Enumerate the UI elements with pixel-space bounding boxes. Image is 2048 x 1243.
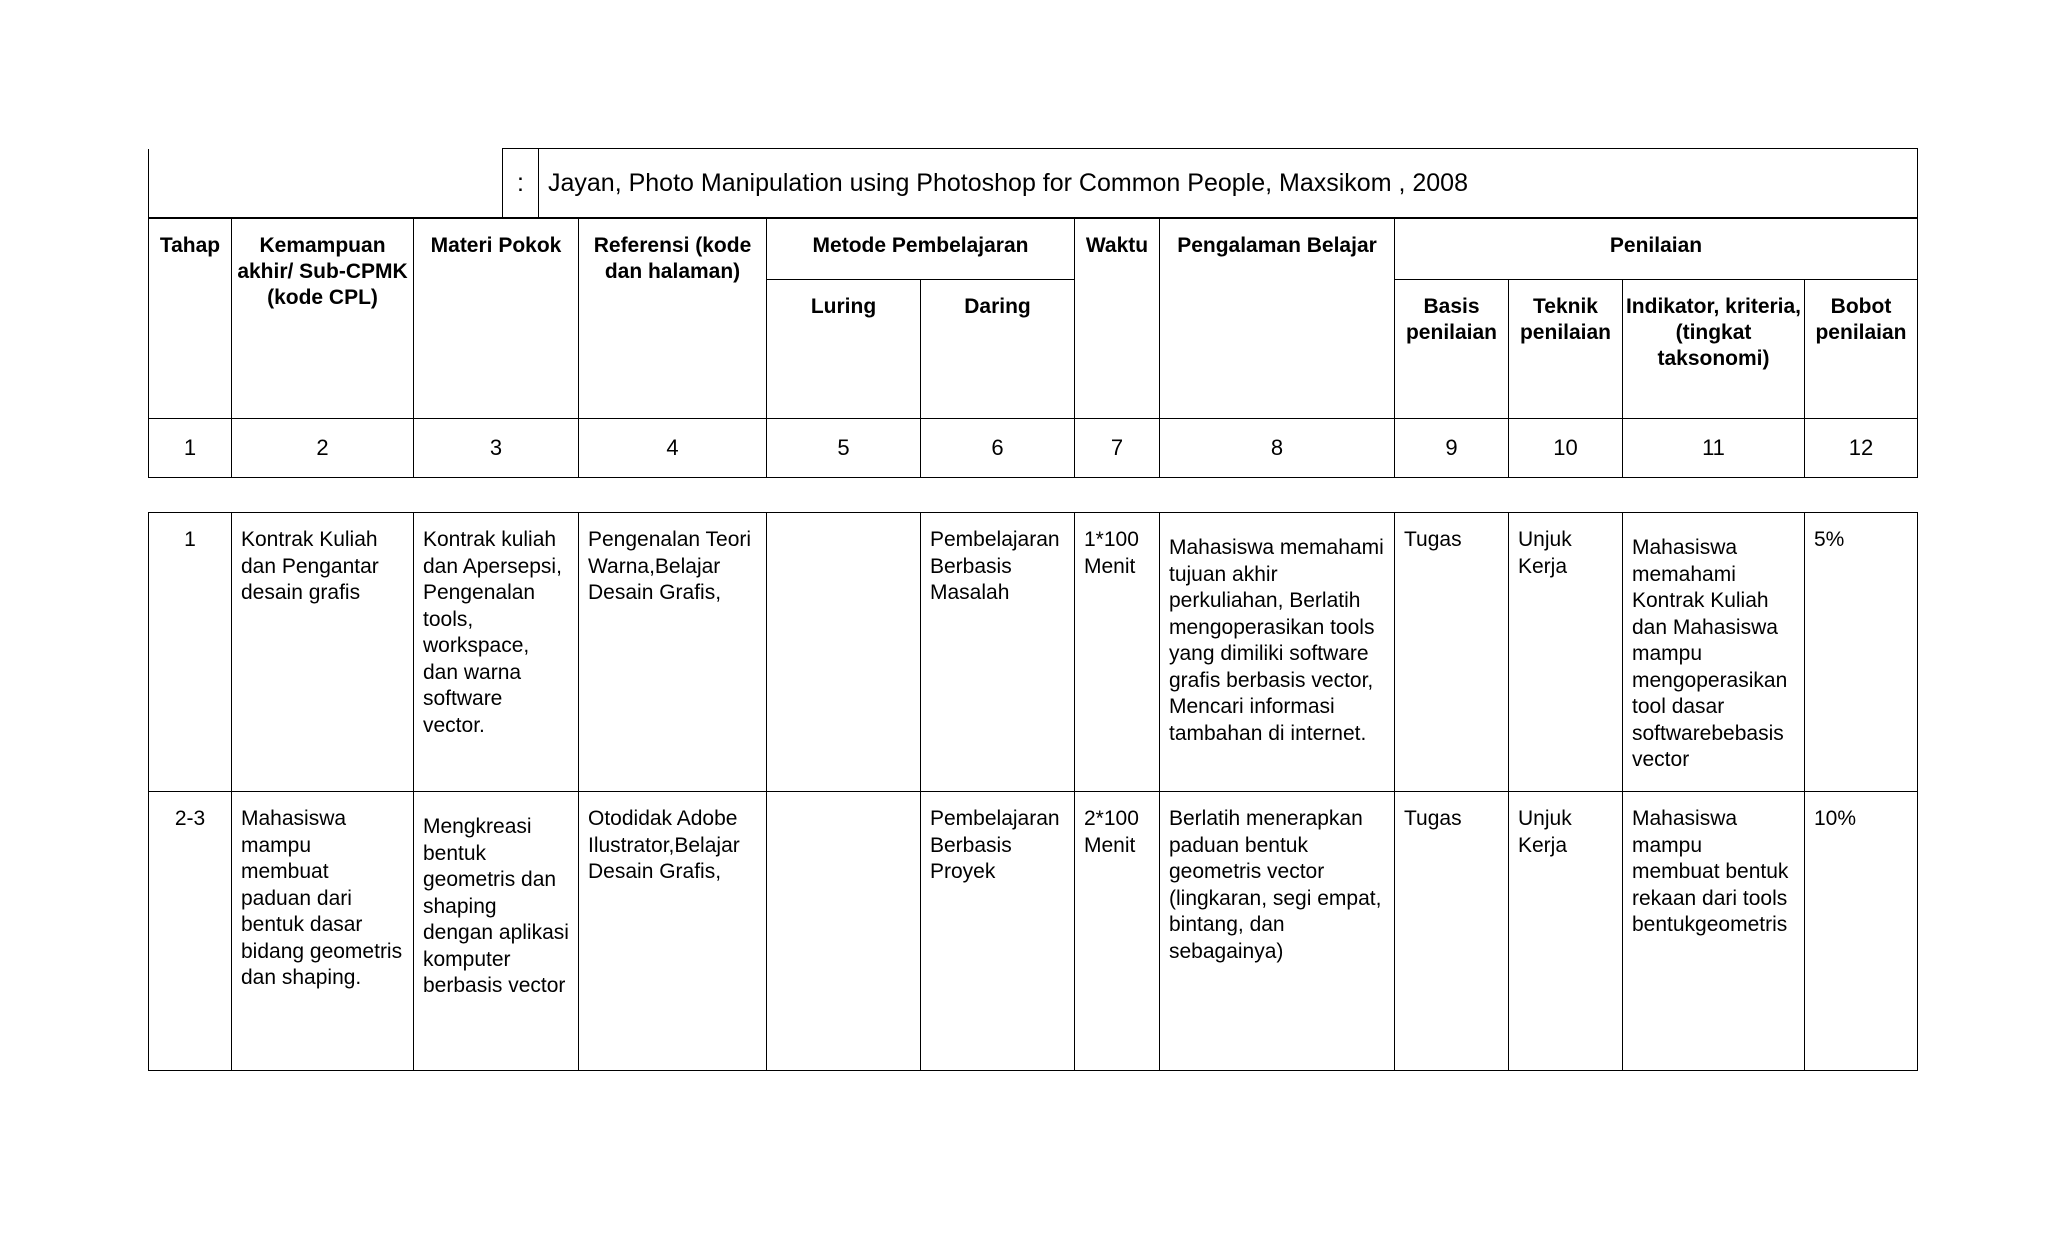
cell-basis: Tugas <box>1395 792 1509 1071</box>
column-number: 6 <box>921 419 1075 478</box>
cell-tahap: 2-3 <box>149 792 232 1071</box>
header-row-1 <box>149 219 1918 280</box>
column-number: 3 <box>414 419 579 478</box>
cell-daring: Pembelajaran Berbasis Proyek <box>921 792 1075 1071</box>
header-waktu: Waktu <box>1075 219 1160 419</box>
header-kemampuan: Kemampuan akhir/ Sub-CPMK (kode CPL) <box>232 219 414 419</box>
cell-materi: Kontrak kuliah dan Apersepsi, Pengenalan tools, workspace, dan warna software vector. <box>414 513 579 792</box>
cell-daring: Pembelajaran Berbasis Masalah <box>921 513 1075 792</box>
header-penilaian: Penilaian <box>1395 219 1918 280</box>
column-number: 11 <box>1623 419 1805 478</box>
header-referensi: Referensi (kode dan halaman) <box>579 219 767 419</box>
reference-text: Jayan, Photo Manipulation using Photoshop for Common People, Maxsikom , 2008 <box>539 149 1918 218</box>
header-daring: Daring <box>921 280 1075 419</box>
header-luring: Luring <box>767 280 921 419</box>
cell-indikator: Mahasiswa memahami Kontrak Kuliah dan Mahasiswa mampu mengoperasikan tool dasar softwarebebasis vector <box>1623 513 1805 792</box>
column-number: 1 <box>149 419 232 478</box>
reference-row <box>149 149 1918 218</box>
cell-tahap: 1 <box>149 513 232 792</box>
table-row <box>149 513 1918 792</box>
header-indikator: Indikator, kriteria, (tingkat taksonomi) <box>1623 280 1805 419</box>
cell-indikator: Mahasiswa mampu membuat bentuk rekaan dari tools bentukgeometris <box>1623 792 1805 1071</box>
reference-colon: : <box>503 149 539 218</box>
header-tahap: Tahap <box>149 219 232 419</box>
column-number: 8 <box>1160 419 1395 478</box>
header-basis: Basis penilaian <box>1395 280 1509 419</box>
cell-bobot: 10% <box>1805 792 1918 1071</box>
header-table <box>148 218 1918 478</box>
column-number: 10 <box>1509 419 1623 478</box>
cell-materi: Mengkreasi bentuk geometris dan shaping dengan aplikasi komputer berbasis vector <box>414 792 579 1071</box>
table-row <box>149 792 1918 1071</box>
cell-kemampuan: Mahasiswa mampu membuat paduan dari bentuk dasar bidang geometris dan shaping. <box>232 792 414 1071</box>
cell-waktu: 2*100 Menit <box>1075 792 1160 1071</box>
cell-bobot: 5% <box>1805 513 1918 792</box>
column-number: 7 <box>1075 419 1160 478</box>
cell-teknik: Unjuk Kerja <box>1509 513 1623 792</box>
cell-luring <box>767 513 921 792</box>
header-metode: Metode Pembelajaran <box>767 219 1075 280</box>
column-number: 12 <box>1805 419 1918 478</box>
header-pengalaman: Pengalaman Belajar <box>1160 219 1395 419</box>
cell-pengalaman: Berlatih menerapkan paduan bentuk geometris vector (lingkaran, segi empat, bintang, dan sebagainya) <box>1160 792 1395 1071</box>
column-number: 2 <box>232 419 414 478</box>
reference-table <box>148 148 1918 218</box>
column-number: 5 <box>767 419 921 478</box>
cell-waktu: 1*100 Menit <box>1075 513 1160 792</box>
cell-teknik: Unjuk Kerja <box>1509 792 1623 1071</box>
cell-luring <box>767 792 921 1071</box>
cell-basis: Tugas <box>1395 513 1509 792</box>
cell-referensi: Pengenalan Teori Warna,Belajar Desain Grafis, <box>579 513 767 792</box>
cell-kemampuan: Kontrak Kuliah dan Pengantar desain grafis <box>232 513 414 792</box>
column-number-row <box>149 419 1918 478</box>
header-teknik: Teknik penilaian <box>1509 280 1623 419</box>
cell-pengalaman: Mahasiswa memahami tujuan akhir perkuliahan, Berlatih mengoperasikan tools yang dimiliki software grafis berbasis vector, Mencari informasi tambahan di internet. <box>1160 513 1395 792</box>
cell-referensi: Otodidak Adobe Ilustrator,Belajar Desain Grafis, <box>579 792 767 1071</box>
header-materi: Materi Pokok <box>414 219 579 419</box>
column-number: 4 <box>579 419 767 478</box>
header-bobot: Bobot penilaian <box>1805 280 1918 419</box>
content-table <box>148 512 1918 1071</box>
reference-blank-cell <box>149 149 503 218</box>
column-number: 9 <box>1395 419 1509 478</box>
